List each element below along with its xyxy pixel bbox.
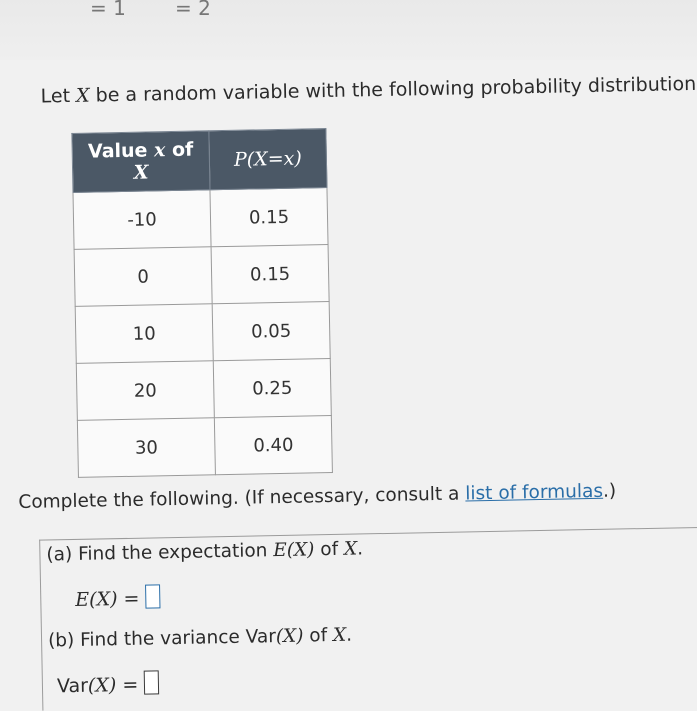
table-header-row (72, 129, 327, 193)
probability-cell: 0.40 (214, 416, 332, 475)
table-row (73, 188, 328, 250)
probability-column-header: P(X=x) (209, 129, 327, 190)
previous-content-fragment: = 2 (175, 0, 211, 20)
value-cell: 30 (77, 418, 215, 478)
probability-cell: 0.05 (212, 302, 330, 361)
table-row (75, 302, 330, 364)
value-cell: 0 (74, 247, 212, 307)
probability-table (71, 128, 333, 478)
table-row (74, 245, 329, 307)
expectation-answer-row (75, 584, 161, 611)
value-cell: -10 (73, 190, 211, 250)
expectation-input[interactable] (145, 584, 160, 608)
instructions-text: Complete the following. (If necessary, consult a list of formulas.) (18, 480, 617, 514)
problem-intro: Let X be a random variable with the following probability distribution (40, 72, 697, 108)
probability-cell: 0.15 (211, 245, 329, 304)
variance-label: Var(X) = (56, 673, 139, 698)
probability-cell: 0.25 (213, 359, 331, 418)
table-row (76, 359, 331, 421)
value-cell: 20 (76, 361, 214, 421)
answer-section (39, 527, 697, 711)
table-row (77, 416, 332, 478)
value-column-header: Value x of X (72, 131, 210, 193)
value-cell: 10 (75, 304, 213, 364)
previous-content-fragment: = 1 (90, 0, 126, 20)
part-a-question: (a) Find the expectation E(X) of X. (46, 538, 364, 566)
variance-input[interactable] (144, 670, 159, 694)
variance-answer-row (57, 670, 160, 697)
part-b-question: (b) Find the variance Var(X) of X. (47, 624, 353, 652)
probability-cell: 0.15 (210, 188, 328, 247)
list-of-formulas-link[interactable]: list of formulas (465, 480, 604, 505)
expectation-label: E(X) = (75, 587, 140, 611)
